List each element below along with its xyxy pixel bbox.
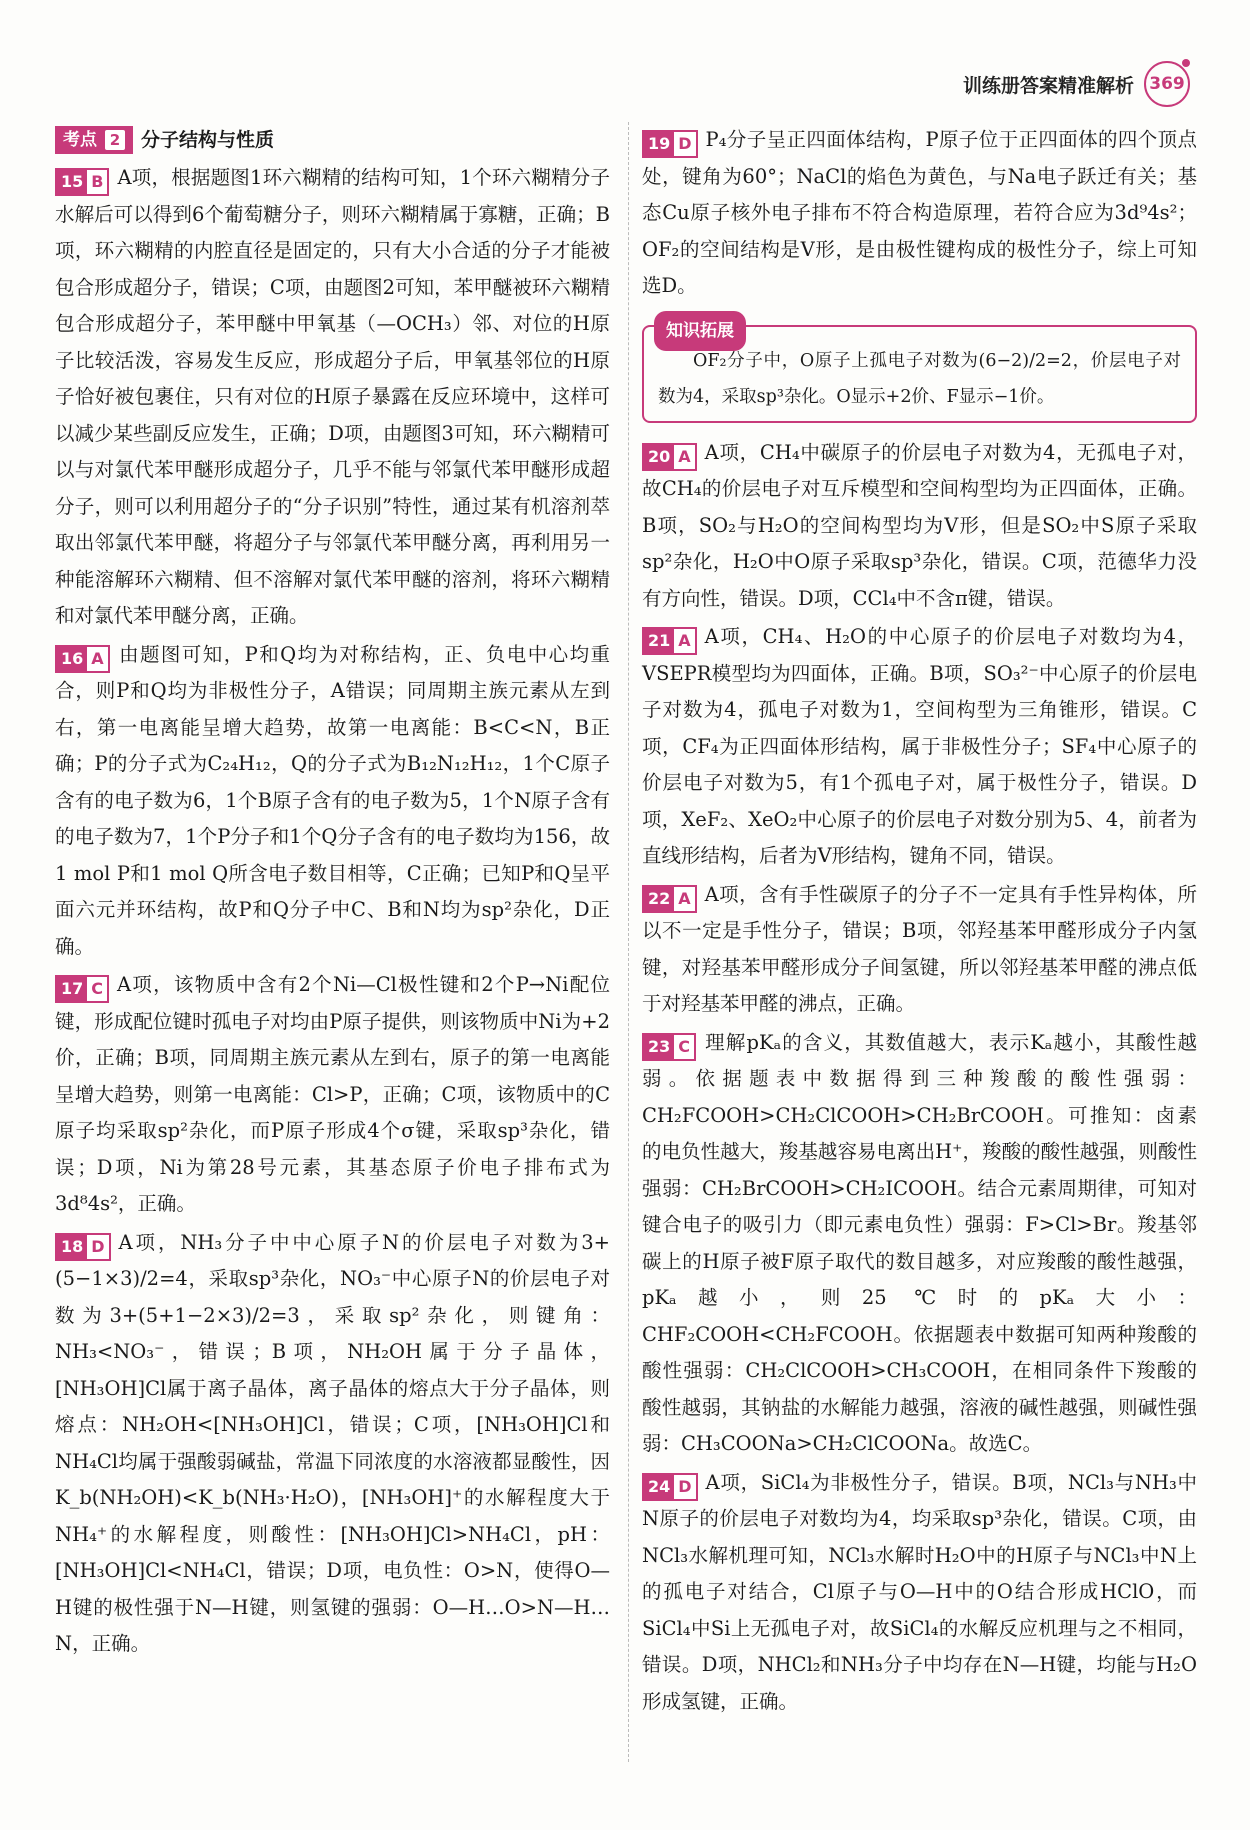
section-number: 2	[105, 130, 125, 150]
answer-choice: A	[674, 445, 694, 469]
right-column	[642, 122, 1197, 1722]
question-number: 21	[644, 629, 674, 653]
question-number: 18	[57, 1235, 87, 1259]
question-number: 19	[644, 132, 674, 156]
answer-choice: A	[674, 629, 694, 653]
answer-explanation: A项，NH₃分子中中心原子N的价层电子对数为3+(5−1×3)/2=4，采取sp³杂化，NO₃⁻中心原子N的价层电子对数为3+(5+1−2×3)/2=3，采取sp²杂化，则键角：NH₃<NO₃⁻，错误；B项，NH₂OH属于分子晶体，[NH₃OH]Cl属于离子晶体，离子晶体的熔点大于分子晶体，则熔点：NH₂OH<[NH₃OH]Cl，错误；C项，[NH₃OH]Cl和NH₄Cl均属于强酸弱碱盐，常温下同浓度的水溶液都显酸性，因K_b(NH₂OH)<K_b(NH₃·H₂O)，[NH₃OH]⁺的水解程度大于NH₄⁺的水解程度，则酸性：[NH₃OH]Cl>NH₄Cl，pH：[NH₃OH]Cl<NH₄Cl，错误；D项，电负性：O>N，使得O—H键的极性强于N—H键，则氢键的强弱：O—H…O>N—H…N，正确。	[55, 1230, 610, 1655]
answer-choice: C	[674, 1035, 694, 1059]
question-number: 17	[57, 977, 87, 1001]
answer-item	[642, 122, 1197, 305]
answer-badge	[642, 627, 697, 655]
answer-explanation: A项，CH₄中碳原子的价层电子对数为4，无孤电子对，故CH₄的价层电子对互斥模型和空间构型均为正四面体，正确。B项，SO₂与H₂O的空间构型均为V形，但是SO₂中S原子采取sp²杂化，H₂O中O原子采取sp³杂化，错误。C项，范德华力没有方向性，错误。D项，CCl₄中不含π键，错误。	[642, 440, 1197, 610]
answer-badge	[642, 1473, 698, 1501]
answer-explanation: A项，SiCl₄为非极性分子，错误。B项，NCl₃与NH₃中N原子的价层电子对数均为4，均采取sp³杂化，错误。C项，由NCl₃水解机理可知，NCl₃水解时H₂O中的H原子与NCl₃中N上的孤电子对结合，Cl原子与O—H中的O结合形成HClO，而SiCl₄中Si上无孤电子对，故SiCl₄的水解反应机理与之不相同，错误。D项，NHCl₂和NH₃分子中均存在N—H键，均能与H₂O形成氢键，正确。	[642, 1470, 1197, 1713]
answer-badge	[55, 1233, 111, 1261]
page-number: 369	[1144, 61, 1190, 107]
knowledge-extension-box	[642, 320, 1197, 423]
answer-badge	[55, 645, 110, 673]
knowledge-extension-text: OF₂分子中，O原子上孤电子对数为(6−2)/2=2，价层电子对数为4，采取sp³杂化。O显示+2价、F显示−1价。	[658, 350, 1181, 407]
answer-choice: B	[87, 170, 107, 194]
answer-badge	[55, 168, 109, 196]
answer-badge	[55, 975, 109, 1003]
answer-badge	[642, 130, 698, 158]
answer-explanation: A项，CH₄、H₂O的中心原子的价层电子对数均为4，VSEPR模型均为四面体，正确。B项，SO₃²⁻中心原子的价层电子对数为4，孤电子对数为1，空间构型为三角锥形，错误。C项，CF₄为正四面体形结构，属于非极性分子；SF₄中心原子的价层电子对数为5，有1个孤电子对，属于极性分子，错误。D项，XeF₂、XeO₂中心原子的价层电子对数分别为5、4，前者为直线形结构，后者为V形结构，键角不同，错误。	[642, 625, 1197, 867]
answer-item	[55, 967, 610, 1223]
column-divider	[628, 122, 629, 1762]
answer-badge	[642, 885, 697, 913]
right-answer-list-bottom	[642, 435, 1197, 1721]
answer-explanation: A项，该物质中含有2个Ni—Cl极性键和2个P→Ni配位键，形成配位键时孤电子对均由P原子提供，则该物质中Ni为+2价，正确；B项，同周期主族元素从左到右，原子的第一电离能呈增大趋势，则第一电离能：Cl>P，正确；C项，该物质中的C原子均采取sp²杂化，而P原子形成4个σ键，采取sp³杂化，错误；D项，Ni为第28号元素，其基态原子价电子排布式为3d⁸4s²，正确。	[55, 973, 610, 1215]
page-header	[963, 62, 1190, 106]
answer-choice: D	[674, 132, 695, 156]
header-title: 训练册答案精准解析	[962, 74, 1134, 97]
answer-item	[642, 619, 1197, 875]
section-title: 分子结构与性质	[141, 128, 275, 151]
answer-explanation: 理解pKₐ的含义，其数值越大，表示Kₐ越小，其酸性越弱。依据题表中数据得到三种羧酸的酸性强弱：CH₂FCOOH>CH₂ClCOOH>CH₂BrCOOH。可推知：卤素的电负性越大，羧基越容易电离出H⁺，羧酸的酸性越强，则酸性强弱：CH₂BrCOOH>CH₂ICOOH。结合元素周期律，可知对键合电子的吸引力（即元素电负性）强弱：F>Cl>Br。羧基邻碳上的H原子被F原子取代的数目越多，对应羧酸的酸性越强，pKₐ越小，则25 ℃时的pKₐ大小：CHF₂COOH<CH₂FCOOH。依据题表中数据可知两种羧酸的酸性强弱：CH₂ClCOOH>CH₃COOH，在相同条件下羧酸的酸性越弱，其钠盐的水解能力越强，溶液的碱性越强，则碱性强弱：CH₃COONa>CH₂ClCOONa。故选C。	[642, 1030, 1197, 1455]
answer-explanation: A项，根据题图1环六糊精的结构可知，1个环六糊精分子水解后可以得到6个葡萄糖分子，则环六糊精属于寡糖，正确；B项，环六糊精的内腔直径是固定的，只有大小合适的分子才能被包合形成超分子，错误；C项，由题图2可知，苯甲醚被环六糊精包合形成超分子，苯甲醚中甲氧基（—OCH₃）邻、对位的H原子比较活泼，容易发生反应，形成超分子后，甲氧基邻位的H原子恰好被包裹住，只有对位的H原子暴露在反应环境中，这样可以减少某些副反应发生，正确；D项，由题图3可知，环六糊精可以与对氯代苯甲醚形成超分子，几乎不能与邻氯代苯甲醚形成超分子，则可以利用超分子的“分子识别”特性，通过某有机溶剂萃取出邻氯代苯甲醚，将超分子与邻氯代苯甲醚分离，再利用另一种能溶解环六糊精、但不溶解对氯代苯甲醚的溶剂，将环六糊精和对氯代苯甲醚分离，正确。	[55, 166, 610, 627]
answer-item	[642, 877, 1197, 1023]
answer-item	[642, 1465, 1197, 1721]
question-number: 20	[644, 445, 674, 469]
answer-explanation: A项，含有手性碳原子的分子不一定具有手性异构体，所以不一定是手性分子，错误；B项，邻羟基苯甲醛形成分子内氢键，对羟基苯甲醛形成分子间氢键，所以邻羟基苯甲醛的沸点低于对羟基苯甲醛的沸点，正确。	[642, 882, 1197, 1015]
question-number: 23	[644, 1035, 674, 1059]
answer-explanation: P₄分子呈正四面体结构，P原子位于正四面体的四个顶点处，键角为60°；NaCl的焰色为黄色，与Na电子跃迁有关；基态Cu原子核外电子排布不符合构造原理，若符合应为3d⁹4s²；OF₂的空间结构是V形，是由极性键构成的极性分子，综上可知选D。	[642, 128, 1197, 297]
answer-explanation: 由题图可知，P和Q均为对称结构，正、负电中心均重合，则P和Q均为非极性分子，A错误；同周期主族元素从左到右，第一电离能呈增大趋势，故第一电离能：B<C<N，B正确；P的分子式为C₂₄H₁₂，Q的分子式为B₁₂N₁₂H₁₂，1个C原子含有的电子数为6，1个B原子含有的电子数为5，1个N原子含有的电子数为7，1个P分子和1个Q分子含有的电子数均为156，故1 mol P和1 mol Q所含电子数目相等，C正确；已知P和Q呈平面六元并环结构，故P和Q分子中C、B和N均为sp²杂化，D正确。	[55, 642, 610, 958]
question-number: 24	[644, 1475, 674, 1499]
answer-item	[642, 435, 1197, 618]
right-answer-list-top	[642, 122, 1197, 305]
question-number: 22	[644, 887, 674, 911]
question-number: 15	[57, 170, 87, 194]
question-number: 16	[57, 647, 87, 671]
answer-choice: A	[674, 887, 694, 911]
section-heading	[55, 122, 610, 158]
section-tag	[55, 126, 133, 154]
answer-item	[55, 1225, 610, 1663]
answer-choice: A	[87, 647, 107, 671]
section-tag-label: 考点	[63, 129, 97, 150]
answer-item	[642, 1025, 1197, 1463]
answer-choice: D	[674, 1475, 695, 1499]
answer-badge	[642, 443, 697, 471]
left-answer-list	[55, 160, 610, 1663]
answer-item	[55, 160, 610, 635]
answer-choice: C	[87, 977, 107, 1001]
left-column	[55, 122, 610, 1665]
knowledge-extension-title: 知识拓展	[654, 311, 746, 351]
answer-badge	[642, 1033, 696, 1061]
answer-choice: D	[87, 1235, 108, 1259]
answer-item	[55, 637, 610, 966]
